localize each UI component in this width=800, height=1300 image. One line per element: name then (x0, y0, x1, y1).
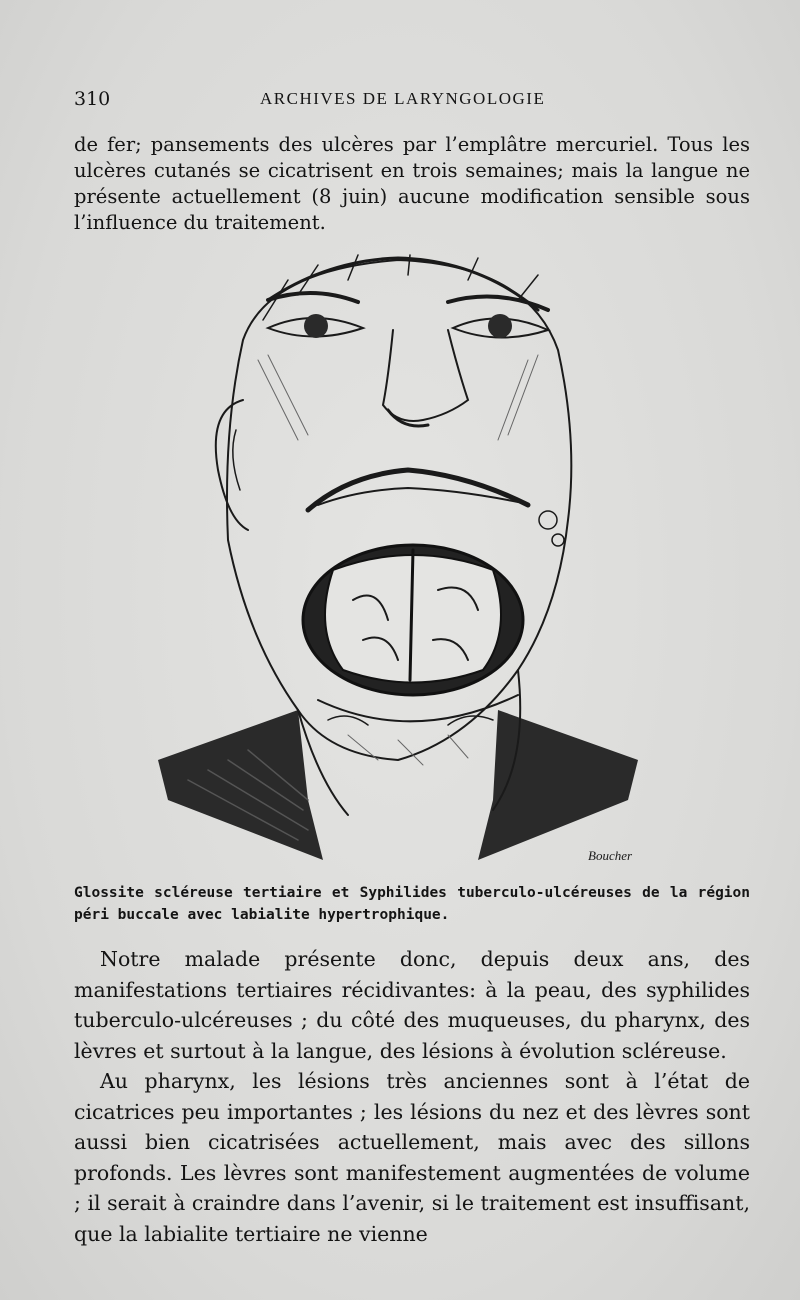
medical-illustration (148, 240, 648, 870)
page-number: 310 (74, 88, 111, 110)
paragraph-2: Au pharynx, les lésions très anciennes sont à l’état de cicatrices peu importantes ; les lésions du nez et des lèvres sont aussi bien cicatrisées actuellement, mais avec des sillons profonds. Les lèvres sont manifestement augmentées de volume ; il serait à craindre dans l’avenir, si le traitement est insuffisant, que la labialite tertiaire ne vienne (74, 1069, 750, 1246)
page-header (74, 88, 754, 114)
paragraph-1: Notre malade présente donc, depuis deux ans, des manifestations tertiaires récidivantes: à la peau, des syphilides tuberculo-ulcéreuses ; du côté des muqueuses, du pharynx, des lèvres et surtout à la langue, des lésions à évolution scléreuse. (74, 947, 750, 1063)
artist-signature: Boucher (588, 848, 633, 863)
running-title: ARCHIVES DE LARYNGOLOGIE (260, 89, 546, 108)
continued-paragraph: de fer; pansements des ulcères par l’emplâtre mercuriel. Tous les ulcères cutanés se cicatrisent en trois semaines; mais la langue ne présente actuellement (8 juin) aucune modification sensible sous l’influence du traitement. (74, 133, 750, 234)
face-drawing (148, 240, 648, 870)
body-text (74, 944, 750, 1249)
figure-caption: Glossite scléreuse tertiaire et Syphilides tuberculo-ulcéreuses de la région péri buccale avec labialite hypertrophique. (74, 885, 750, 923)
